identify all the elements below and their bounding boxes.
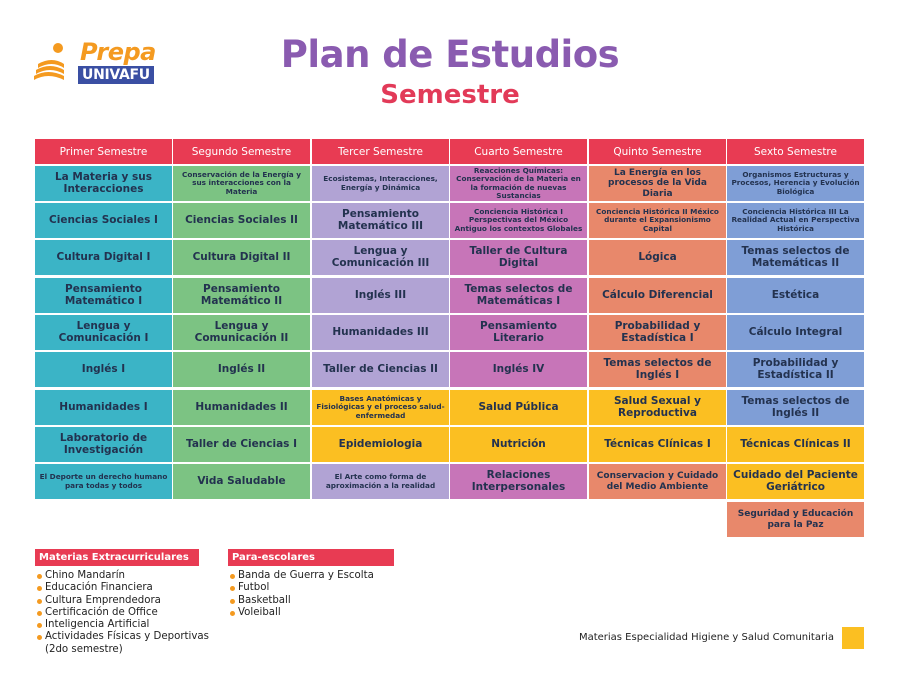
subject-cell: Probabilidad y Estadística I bbox=[589, 315, 726, 351]
subject-cell: Temas selectos de Inglés I bbox=[589, 352, 726, 388]
subject-cell: Conservación de la Energía y sus interacciones con la Materia bbox=[173, 166, 310, 202]
subject-cell: Lengua y Comunicación I bbox=[35, 315, 172, 351]
logo-univafu: UNIVAFU bbox=[78, 66, 154, 84]
list-item: Inteligencia Artificial bbox=[35, 619, 215, 631]
subject-cell: Probabilidad y Estadística II bbox=[727, 352, 864, 388]
subject-cell: Lengua y Comunicación II bbox=[173, 315, 310, 351]
subject-cell: Bases Anatómicas y Fisiológicas y el proceso salud-enfermedad bbox=[312, 390, 449, 426]
subject-cell: Ciencias Sociales I bbox=[35, 203, 172, 239]
list-item: Futbol bbox=[228, 582, 408, 594]
list-item: Cultura Emprendedora bbox=[35, 595, 215, 607]
legend-text: Materias Especialidad Higiene y Salud Comunitaria bbox=[578, 632, 834, 643]
semester-header: Sexto Semestre bbox=[727, 139, 864, 164]
list-item: Educación Financiera bbox=[35, 582, 215, 594]
semester-header: Primer Semestre bbox=[35, 139, 172, 164]
subject-cell: Conciencia Histórica III La Realidad Actual en Perspectiva Histórica bbox=[727, 203, 864, 239]
page-title: Plan de Estudios bbox=[280, 33, 620, 76]
subject-cell: Conservacion y Cuidado del Medio Ambiente bbox=[589, 464, 726, 500]
extracurriculares-title: Materias Extracurriculares bbox=[35, 549, 199, 566]
subject-cell: Inglés III bbox=[312, 278, 449, 314]
subject-cell: Inglés II bbox=[173, 352, 310, 388]
subject-cell: Pensamiento Matemático I bbox=[35, 278, 172, 314]
list-item: Voleiball bbox=[228, 607, 408, 619]
subject-cell: Epidemiologia bbox=[312, 427, 449, 463]
subject-cell: Ecosistemas, Interacciones, Energía y Dinámica bbox=[312, 166, 449, 202]
page-subtitle: Semestre bbox=[380, 80, 520, 110]
subject-cell: La Energía en los procesos de la Vida Diaria bbox=[589, 166, 726, 202]
list-item: Banda de Guerra y Escolta bbox=[228, 570, 408, 582]
subject-cell: Técnicas Clínicas I bbox=[589, 427, 726, 463]
subject-cell: Taller de Cultura Digital bbox=[450, 240, 587, 276]
logo-prepa: Prepa bbox=[80, 38, 156, 66]
subject-cell: Conciencia Histórica II México durante el Expansionismo Capital bbox=[589, 203, 726, 239]
list-item: Actividades Físicas y Deportivas (2do semestre) bbox=[35, 631, 215, 656]
subject-cell: Relaciones Interpersonales bbox=[450, 464, 587, 500]
subject-cell: Pensamiento Matemático III bbox=[312, 203, 449, 239]
semester-header: Segundo Semestre bbox=[173, 139, 310, 164]
paraescolares-title: Para-escolares bbox=[228, 549, 394, 566]
subject-cell: Vida Saludable bbox=[173, 464, 310, 500]
subject-cell: Taller de Ciencias I bbox=[173, 427, 310, 463]
subject-cell: Cultura Digital II bbox=[173, 240, 310, 276]
subject-cell: Reacciones Químicas: Conservación de la Materia en la formación de nuevas Sustancias bbox=[450, 166, 587, 202]
subject-cell: La Materia y sus Interacciones bbox=[35, 166, 172, 202]
legend-swatch bbox=[842, 627, 864, 649]
subject-cell: Salud Pública bbox=[450, 390, 587, 426]
list-item: Chino Mandarín bbox=[35, 570, 215, 582]
extracurriculares-list bbox=[35, 570, 215, 656]
subject-cell: Cuidado del Paciente Geriátrico bbox=[727, 464, 864, 500]
subject-cell: Ciencias Sociales II bbox=[173, 203, 310, 239]
subject-cell: Pensamiento Literario bbox=[450, 315, 587, 351]
subject-cell: Temas selectos de Inglés II bbox=[727, 390, 864, 426]
subject-cell: Seguridad y Educación para la Paz bbox=[727, 502, 864, 538]
semester-header: Tercer Semestre bbox=[312, 139, 449, 164]
paraescolares-list bbox=[228, 570, 408, 619]
subject-cell: Humanidades III bbox=[312, 315, 449, 351]
subject-cell: Conciencia Histórica I Perspectivas del México Antiguo los contextos Globales bbox=[450, 203, 587, 239]
subject-cell: Lógica bbox=[589, 240, 726, 276]
subject-cell: Humanidades II bbox=[173, 390, 310, 426]
list-item: Certificación de Office bbox=[35, 607, 215, 619]
subject-cell: Humanidades I bbox=[35, 390, 172, 426]
subject-cell: Inglés I bbox=[35, 352, 172, 388]
subject-cell: Cálculo Integral bbox=[727, 315, 864, 351]
subject-cell: Salud Sexual y Reproductiva bbox=[589, 390, 726, 426]
subject-cell: Temas selectos de Matemáticas I bbox=[450, 278, 587, 314]
subject-cell: Estética bbox=[727, 278, 864, 314]
subject-cell: Taller de Ciencias II bbox=[312, 352, 449, 388]
subject-cell: Organismos Estructuras y Procesos, Herencia y Evolución Biológica bbox=[727, 166, 864, 202]
list-item: Basketball bbox=[228, 595, 408, 607]
subject-cell: Temas selectos de Matemáticas II bbox=[727, 240, 864, 276]
subject-cell: Técnicas Clínicas II bbox=[727, 427, 864, 463]
subject-cell: Cultura Digital I bbox=[35, 240, 172, 276]
subject-cell: Lengua y Comunicación III bbox=[312, 240, 449, 276]
subject-cell: Inglés IV bbox=[450, 352, 587, 388]
subject-cell: Laboratorio de Investigación bbox=[35, 427, 172, 463]
subject-cell: Nutrición bbox=[450, 427, 587, 463]
subject-cell: Pensamiento Matemático II bbox=[173, 278, 310, 314]
semester-header: Quinto Semestre bbox=[589, 139, 726, 164]
semester-header: Cuarto Semestre bbox=[450, 139, 587, 164]
subject-cell: Cálculo Diferencial bbox=[589, 278, 726, 314]
subject-cell: El Deporte un derecho humano para todas y todos bbox=[35, 464, 172, 500]
subject-cell: El Arte como forma de aproximación a la realidad bbox=[312, 464, 449, 500]
